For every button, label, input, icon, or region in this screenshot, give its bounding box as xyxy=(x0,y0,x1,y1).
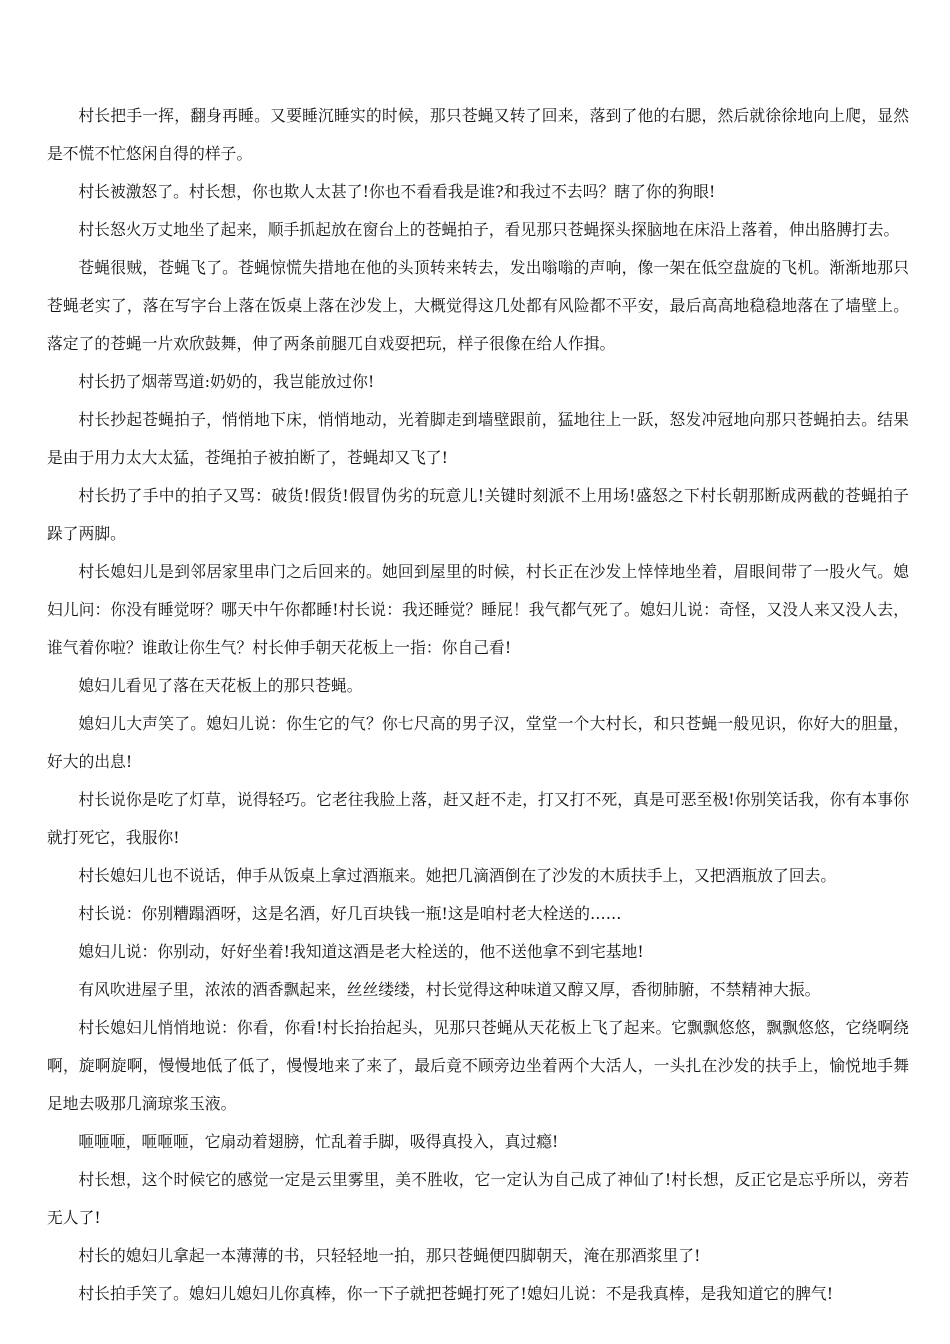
paragraph-3: 村长怒火万丈地坐了起来，顺手抓起放在窗台上的苍蝇拍子，看见那只苍蝇探头探脑地在床沿上落着，伸出胳膊打去。 xyxy=(78,220,900,239)
paragraph-11: 村长说你是吃了灯草，说得轻巧。它老往我脸上落，赶又赶不走，打又打不死，真是可恶至极!你别笑话我，你有本事你就打死它，我服你! xyxy=(47,790,909,847)
paragraph-13: 村长说：你别糟蹋酒呀，这是名酒，好几百块钱一瓶!这是咱村老大栓送的…… xyxy=(78,904,622,923)
paragraph-15: 有风吹进屋子里，浓浓的酒香飘起来，丝丝缕缕，村长觉得这种味道又醇又厚，香彻肺腑，不禁精神大振。 xyxy=(78,980,821,999)
paragraph-18: 村长想，这个时候它的感觉一定是云里雾里，美不胜收，它一定认为自己成了神仙了!村长想，反正它是忘乎所以，旁若无人了! xyxy=(47,1170,909,1227)
paragraph-12: 村长媳妇儿也不说话，伸手从饭桌上拿过酒瓶来。她把几滴酒倒在了沙发的木质扶手上，又把酒瓶放了回去。 xyxy=(78,866,837,885)
paragraph-9: 媳妇儿看见了落在天花板上的那只苍蝇。 xyxy=(78,676,363,695)
paragraph-4: 苍蝇很贼，苍蝇飞了。苍蝇惊慌失措地在他的头顶转来转去，发出嗡嗡的声响，像一架在低空盘旋的飞机。渐渐地那只苍蝇老实了，落在写字台上落在饭桌上落在沙发上，大概觉得这几处都有风险都不平安，最后高高地稳稳地落在了墙壁上。落定了的苍蝇一片欢欣鼓舞，伸了两条前腿兀自戏耍把玩，样子很像在给人作揖。 xyxy=(47,258,909,353)
paragraph-1: 村长把手一挥，翻身再睡。又要睡沉睡实的时候，那只苍蝇又转了回来，落到了他的右腮，然后就徐徐地向上爬，显然是不慌不忙悠闲自得的样子。 xyxy=(47,106,909,163)
paragraph-5: 村长扔了烟蒂骂道:奶奶的，我岂能放过你! xyxy=(78,372,375,391)
paragraph-8: 村长媳妇儿是到邻居家里串门之后回来的。她回到屋里的时候，村长正在沙发上悻悻地坐着，眉眼间带了一股火气。媳妇儿问：你没有睡觉呀？哪天中午你都睡!村长说：我还睡觉？睡屁！我气都气死了。媳妇儿说：奇怪，又没人来又没人去，谁气着你啦？谁敢让你生气？村长伸手朝天花板上一指：你自己看! xyxy=(47,562,909,657)
paragraph-10: 媳妇儿大声笑了。媳妇儿说：你生它的气？你七尺高的男子汉，堂堂一个大村长，和只苍蝇一般见识，你好大的胆量，好大的出息! xyxy=(47,714,909,771)
paragraph-2: 村长被激怒了。村长想，你也欺人太甚了!你也不看看我是谁?和我过不去吗？瞎了你的狗眼! xyxy=(78,182,716,201)
paragraph-6: 村长抄起苍蝇拍子，悄悄地下床，悄悄地动，光着脚走到墙壁跟前，猛地往上一跃，怒发冲冠地向那只苍蝇拍去。结果是由于用力太大太猛，苍绳拍子被拍断了，苍蝇却又飞了! xyxy=(47,410,909,467)
paragraph-20: 村长拍手笑了。媳妇儿媳妇儿你真棒，你一下子就把苍蝇打死了!媳妇儿说：不是我真棒，是我知道它的脾气! xyxy=(78,1284,834,1303)
paragraph-19: 村长的媳妇儿拿起一本薄薄的书，只轻轻地一拍，那只苍蝇便四脚朝天，淹在那酒浆里了! xyxy=(78,1246,701,1265)
document-body xyxy=(47,97,909,1313)
paragraph-14: 媳妇儿说：你别动，好好坐着!我知道这酒是老大栓送的，他不送他拿不到宅基地! xyxy=(78,942,644,961)
paragraph-7: 村长扔了手中的拍子又骂：破货!假货!假冒伪劣的玩意儿!关键时刻派不上用场!盛怒之下村长朝那断成两截的苍蝇拍子跺了两脚。 xyxy=(47,486,909,543)
paragraph-17: 咂咂咂，咂咂咂，它扇动着翅膀，忙乱着手脚，吸得真投入，真过瘾! xyxy=(78,1132,559,1151)
paragraph-16: 村长媳妇儿悄悄地说：你看，你看!村长抬抬起头，见那只苍蝇从天花板上飞了起来。它飘飘悠悠，飘飘悠悠，它绕啊绕啊，旋啊旋啊，慢慢地低了低了，慢慢地来了来了，最后竟不顾旁边坐着两个大活人，一头扎在沙发的扶手上，愉悦地手舞足地去吸那几滴琼浆玉液。 xyxy=(47,1018,909,1113)
